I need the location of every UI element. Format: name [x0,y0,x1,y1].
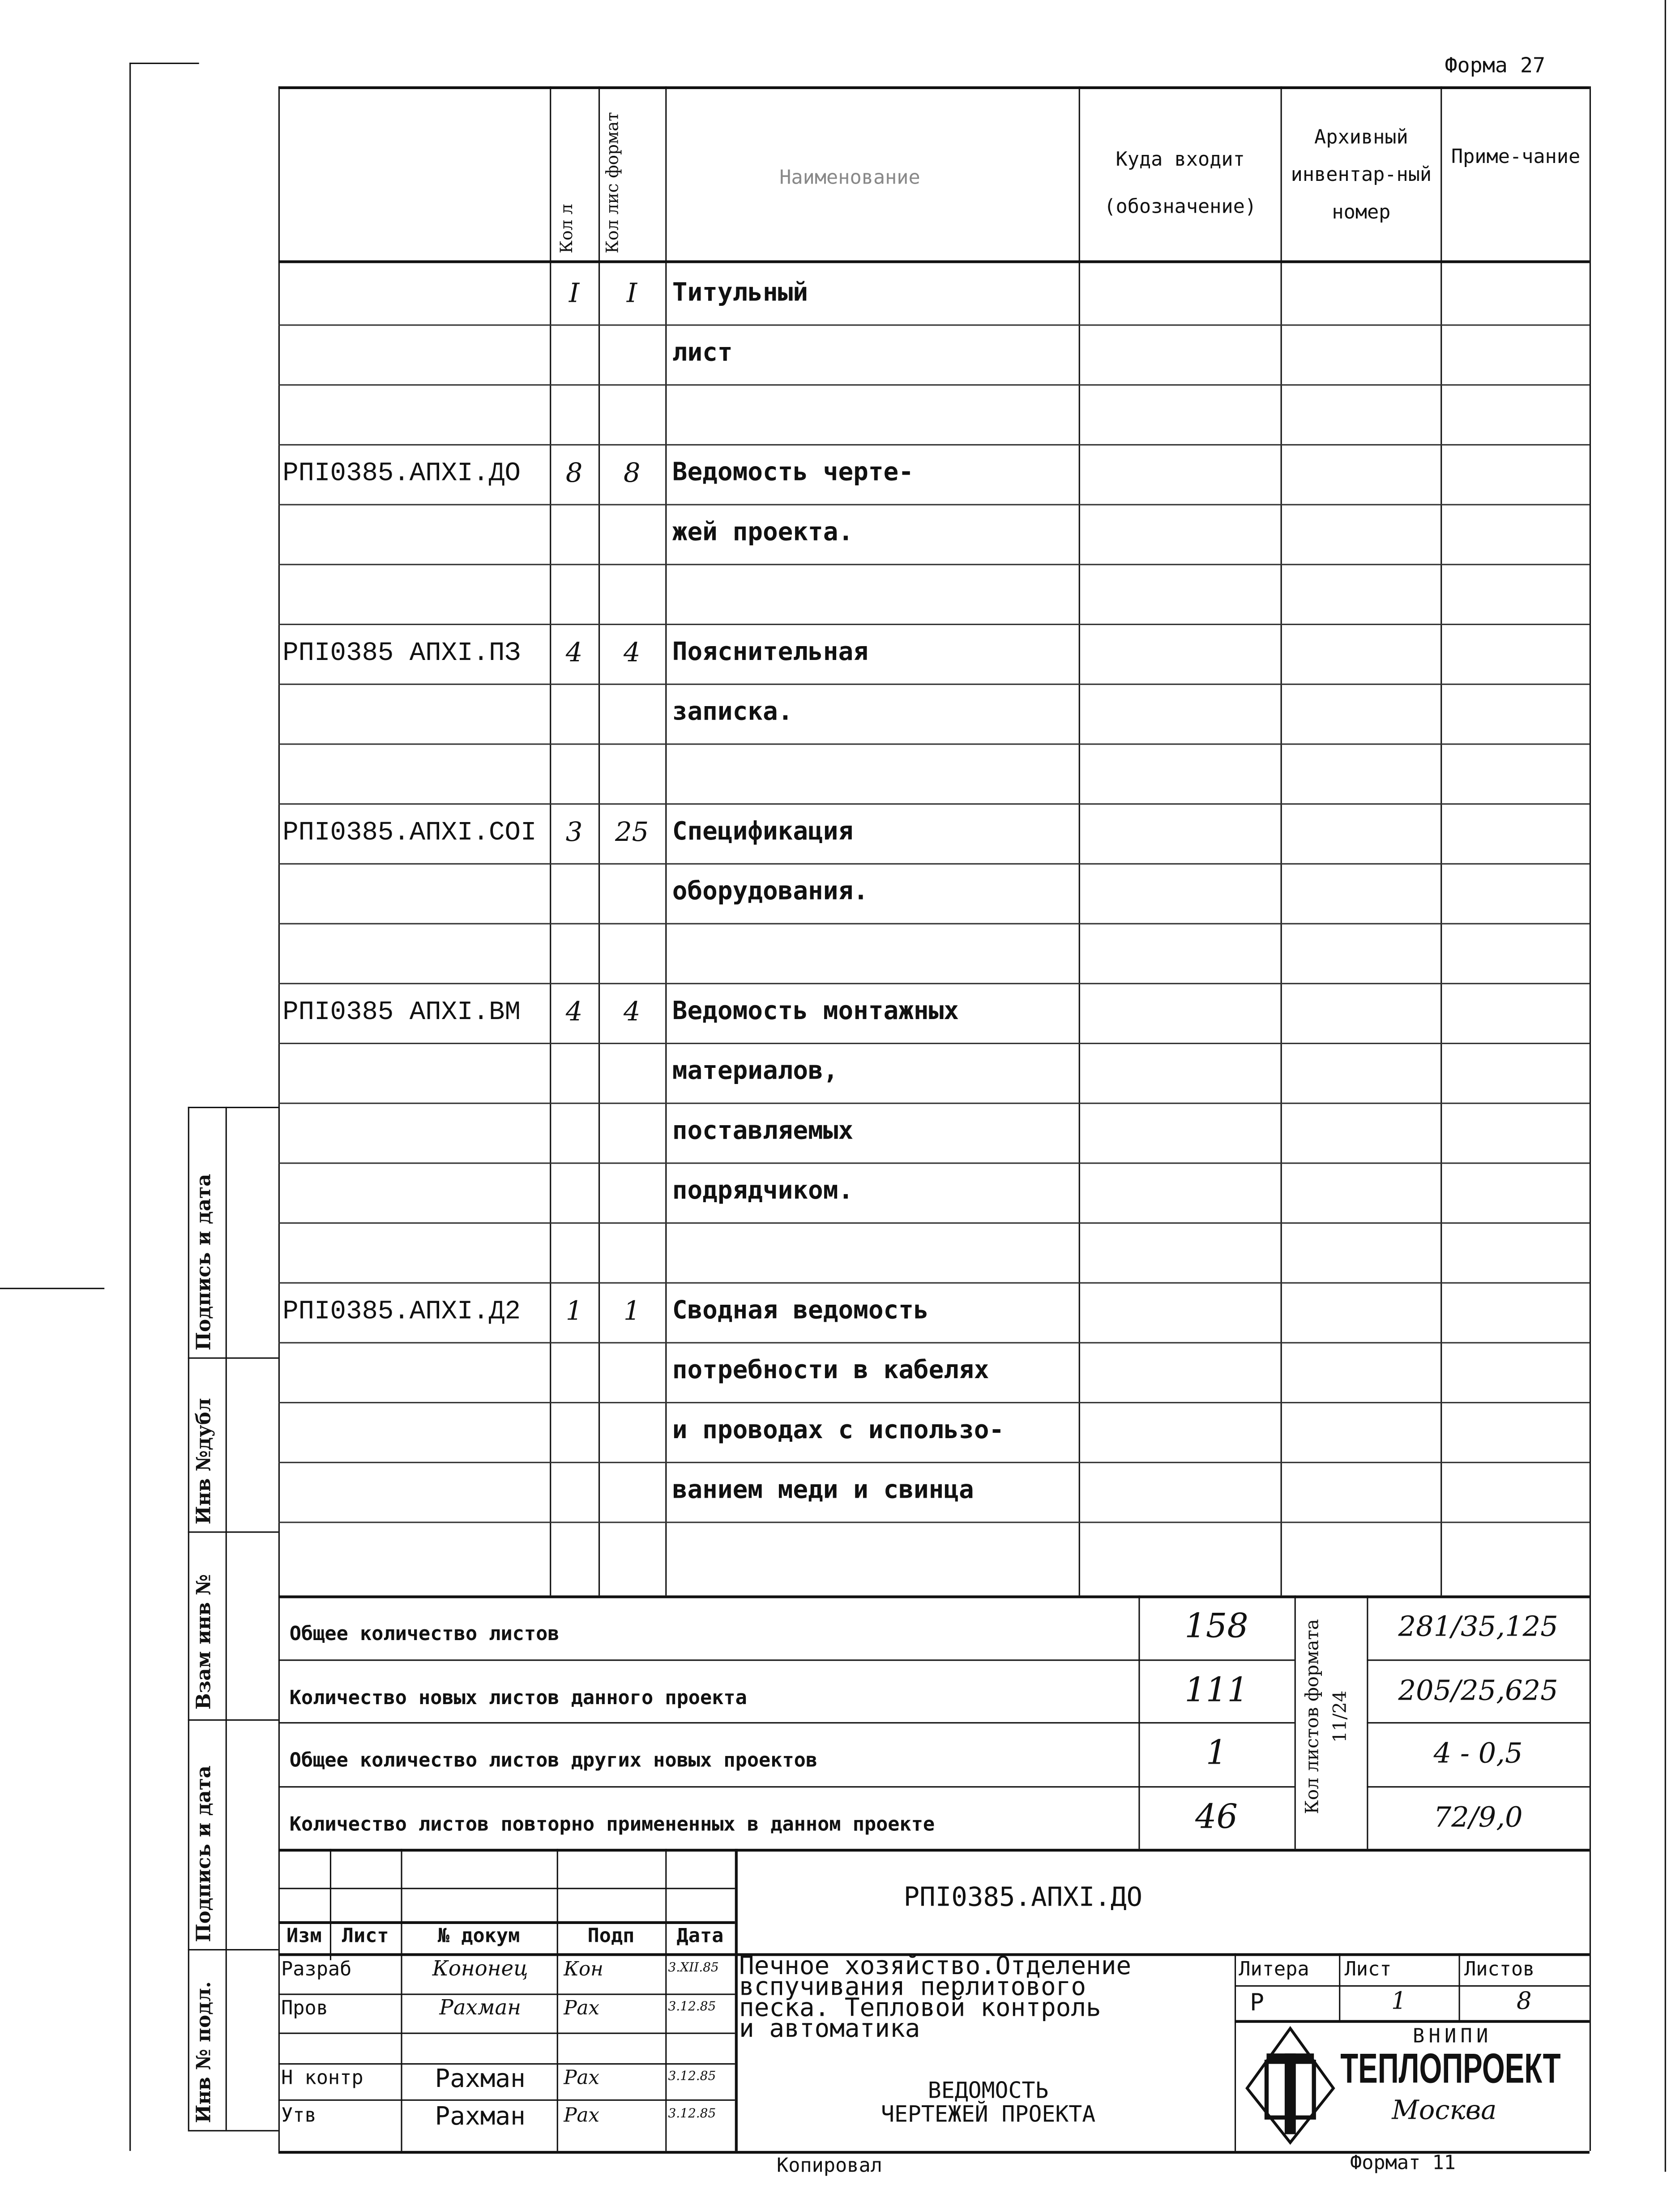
row-line [278,1462,1590,1463]
row-line [278,983,1590,984]
person-signature: Кон [564,1958,603,1981]
entry-qty: 1 [565,1296,583,1327]
strip-sign-date-1: Подпись и дата [193,1765,216,1942]
strip-bottom [188,2130,278,2131]
doc-name-line: ЧЕРТЕЖЕЙ ПРОЕКТА [881,2100,1096,2128]
stamp-col [401,1849,402,2151]
row-line [278,1282,1590,1284]
entry-name-line: Ведомость монтажных [672,997,959,1026]
person-role: Н контр [281,2067,363,2090]
entry-name-line: Сводная ведомость [672,1296,929,1326]
row-line [278,564,1590,565]
summary-label: Количество листов повторно примененных в данном проекте [289,1813,935,1836]
row-line [278,1402,1590,1403]
person-date: 3.12.85 [668,2070,716,2084]
strip-line [188,1531,278,1533]
entry-designation: РПI0385 АПХI.ПЗ [282,638,521,668]
fold-mark [0,1288,104,1289]
strip-divider [226,1107,227,2130]
org-city: Москва [1392,2095,1497,2126]
doc-name-line: ВЕДОМОСТЬ [928,2077,1049,2104]
format-label: Формат 11 [1350,2152,1456,2175]
stamp-col [557,1849,558,2151]
summary-top [278,1595,1590,1598]
summary-value: 46 [1195,1796,1238,1836]
person-name: Рахман [435,2065,526,2094]
row-line [278,1103,1590,1104]
entry-name-line: поставляемых [672,1116,854,1146]
row-line [278,624,1590,625]
summary-col [1295,1595,1296,1849]
entry-sheets: I [626,278,637,309]
stamp-row [1235,1985,1590,1987]
title-line: песка. Тепловой контроль [739,1993,1101,2023]
summary-format-value: 281/35,125 [1398,1609,1558,1643]
entry-designation: РПI0385.АПХI.Д2 [282,1296,521,1327]
stamp-row [278,2099,735,2101]
litera-label: Литера [1239,1958,1309,1981]
strip-sign-date-2: Подпись и дата [193,1174,216,1351]
table-left [278,86,280,2151]
row-line [278,1222,1590,1224]
sheets-label: Листов [1464,1958,1535,1981]
entry-name-line: ванием меди и свинца [672,1475,974,1505]
row-line [278,863,1590,865]
stamp-col-label: Изм [286,1925,322,1948]
header-archive: Архивный инвентар-ный номер [1291,126,1432,224]
summary-label: Общее количество листов других новых проектов [289,1750,818,1773]
strip-line [188,1719,278,1721]
summary-format-header: Кол листов формата 11/24 [1303,1619,1352,1814]
person-signature: Рах [564,1997,600,2020]
header-bottom [278,260,1590,263]
header-name: Наименование [779,167,920,189]
summary-label: Количество новых листов данного проекта [289,1686,747,1709]
row-line [278,504,1590,506]
header-included: Куда входит (обозначение) [1104,149,1257,219]
summary-value: 1 [1205,1733,1227,1773]
stamp-col [1235,1953,1236,2151]
sheets-value: 8 [1516,1988,1532,2016]
entry-sheets: 25 [615,817,649,848]
header-sheets-format: Кол лис формат [603,112,622,253]
entry-name-line: Титульный [672,278,808,308]
row-line [278,444,1590,446]
sheet-value: 1 [1391,1988,1406,2016]
entry-designation: РПI0385.АПХI.СОI [282,817,537,848]
stamp-top [278,1849,1590,1851]
person-signature: Рах [564,2067,600,2090]
summary-row-line [278,1659,1295,1660]
teploproekt-logo-icon [1241,2026,1339,2145]
header-qty: Кол л [556,204,577,253]
table-right [1590,86,1591,2151]
summary-format-value: 4 - 0,5 [1433,1736,1523,1769]
summary-value: 158 [1184,1607,1248,1646]
entry-name-line: и проводах с использо- [672,1416,1005,1445]
strip-inv-dup: Инв №дубл [193,1398,216,1525]
entry-qty: I [569,278,580,309]
summary-value: 111 [1184,1670,1248,1709]
table-top [278,86,1590,89]
stamp-row [278,1921,735,1924]
stamp-row [278,1888,735,1889]
entry-name-line: Ведомость черте- [672,458,914,488]
stamp-row [278,2033,735,2034]
row-line [278,1342,1590,1343]
summary-row-line [1367,1786,1589,1787]
row-line [278,1162,1590,1164]
row-line [278,384,1590,386]
person-role: Пров [281,1997,328,2020]
stamp-row [1235,2020,1590,2023]
strip-replace-inv: Взам инв № [193,1574,216,1710]
stamp-col [665,1849,667,2151]
stamp-doc-name [779,2078,1197,2126]
entry-name-line: лист [672,338,733,368]
person-role: Утв [281,2105,316,2128]
strip-line [188,1949,278,1950]
col-line [1281,86,1282,1595]
title-line: и автоматика [739,2014,920,2044]
title-line: Печное хозяйство.Отделение [739,1952,1132,1981]
frame-line [129,63,199,64]
row-line [278,1043,1590,1044]
frame-right [1665,0,1666,2172]
summary-row-line [278,1722,1295,1723]
col-line [1079,86,1080,1595]
row-line [278,324,1590,326]
row-line [278,1521,1590,1523]
person-signature: Рах [564,2105,600,2128]
entry-name-line: записка. [672,697,793,727]
summary-format-value: 72/9,0 [1433,1799,1523,1833]
copied-label: Копировал [776,2155,882,2177]
entry-name-line: жей проекта. [672,518,854,547]
entry-name-line: Спецификация [672,817,854,847]
title-line: вспучивания перлитового [739,1972,1086,2002]
person-date: 3.12.85 [668,2001,716,2015]
summary-label: Общее количество листов [289,1623,560,1646]
summary-row-line [1367,1722,1589,1723]
entry-name-line: оборудования. [672,877,868,907]
strip-line [188,1358,278,1359]
col-line [665,86,667,1595]
row-line [278,684,1590,685]
stamp-col-label: № докум [437,1925,520,1948]
entry-sheets: 1 [623,1296,641,1327]
stamp-col-label: Подп [587,1925,635,1948]
sheet-label: Лист [1344,1958,1392,1981]
stamp-code: РПI0385.АПХI.ДО [903,1882,1143,1913]
header-note: Приме-чание [1451,146,1581,169]
strip-left [188,1107,189,2130]
row-line [278,923,1590,924]
stamp-col-label: Дата [676,1925,724,1948]
row-line [278,743,1590,745]
strip-top [188,1107,278,1108]
entry-designation: РПI0385.АПХI.ДО [282,458,521,489]
person-date: 3.XII.85 [668,1962,719,1976]
entry-sheets: 4 [623,638,641,668]
org-top: ВНИПИ [1412,2026,1492,2048]
person-name: Рахман [435,2102,526,2132]
entry-qty: 4 [565,638,583,668]
entry-sheets: 4 [623,997,641,1028]
litera-value: Р [1250,1989,1265,2018]
strip-inv-orig: Инв № подл. [193,1981,216,2123]
col-line [1441,86,1442,1595]
stamp-col-label: Лист [342,1925,389,1948]
entry-name-line: Пояснительная [672,638,868,667]
summary-format-value: 205/25,625 [1398,1672,1558,1706]
entry-designation: РПI0385 АПХI.ВМ [282,997,521,1028]
person-role: Разраб [281,1958,352,1981]
summary-row-line [278,1786,1295,1787]
entry-name-line: материалов, [672,1056,838,1086]
stamp-title [739,1952,1132,2044]
entry-qty: 8 [565,458,583,489]
person-name: Кононец [432,1956,528,1981]
summary-row-line [1367,1659,1589,1660]
frame-left [129,63,131,2151]
row-line [278,803,1590,805]
entry-name-line: подрядчиком. [672,1176,854,1206]
entry-name-line: потребности в кабелях [672,1356,989,1385]
person-name: Рахман [439,1995,522,2020]
entry-qty: 3 [565,817,583,848]
form-label: Форма 27 [1445,53,1546,78]
entry-sheets: 8 [623,458,641,489]
org-name: ТЕПЛОПРОЕКТ [1340,2046,1561,2093]
entry-qty: 4 [565,997,583,1028]
person-date: 3.12.85 [668,2108,716,2122]
